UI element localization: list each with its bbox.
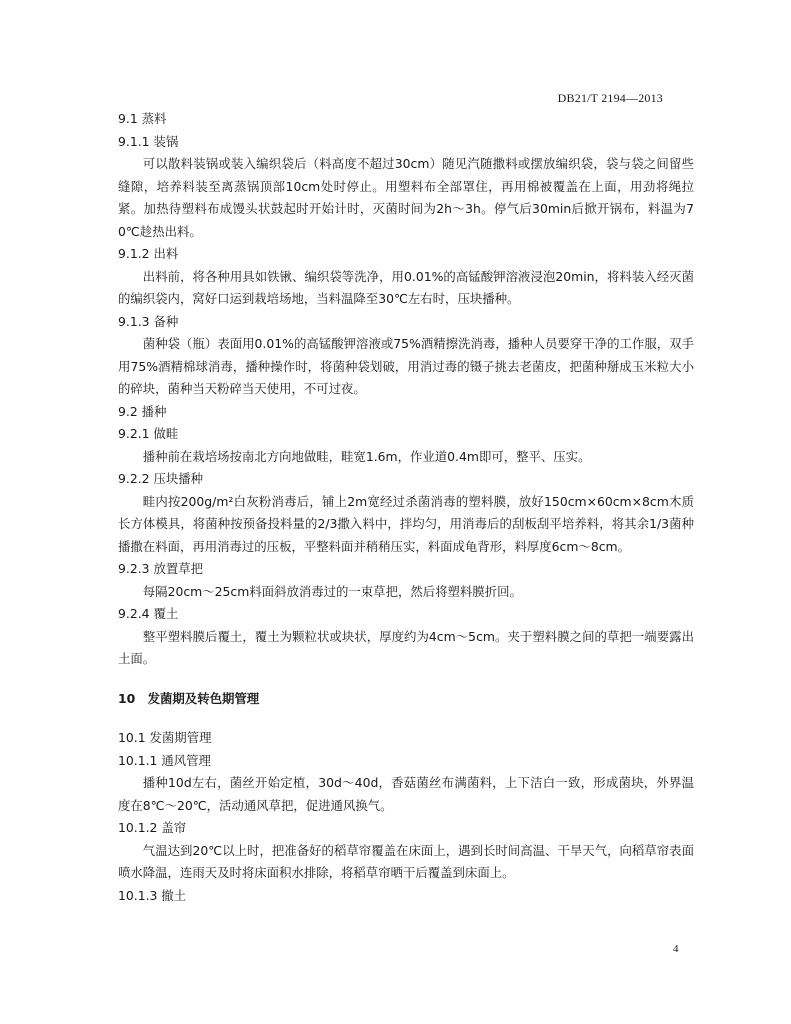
chapter-heading: 10 发菌期及转色期管理 [118,690,260,706]
subsection-heading: 9.1.2 出料 [118,246,179,261]
section-heading: 9.1 蒸料 [118,111,167,126]
paragraph: 播种前在栽培场按南北方向地做畦，畦宽1.6m，作业道0.4m即可，整平、压实。 [142,448,591,464]
subsection-heading: 10.1.1 通风管理 [118,752,211,768]
subsection-heading: 9.1.3 备种 [118,313,179,329]
paragraph: 出料前，将各种用具如铁锹、编织袋等洗净，用0.01%的高锰酸钾溶液浸泡20min，将料装入经灭菌的编织袋内，窝好口运到栽培场地，当料温降至30℃左右时，压块播种。 [118,268,694,306]
paragraph: 畦内按200g/m²白灰粉消毒后，铺上2m宽经过杀菌消毒的塑料膜，放好150cm×60cm×8cm木质长方体模具，将菌种按预备投料量的2/3撒入料中，拌均匀，用消毒后的刮板刮平培养料，将其余1/3菌种播撒在料面，再用消毒过的压板，平整料面并稍稍压实，料面成龟背形，料厚度6cm～8cm。 [118,493,694,554]
subsection-heading: 9.1.1 装锅 [118,133,179,149]
document-code: DB21/T 2194—2013 [557,91,663,105]
paragraph: 菌种袋（瓶）表面用0.01%的高锰酸钾溶液或75%酒精擦洗消毒，播种人员要穿干净的工作服，双手用75%酒精棉球消毒，播种操作时，将菌种袋划破，用消过毒的镊子挑去老菌皮，把菌种掰成玉米粒大小的碎块，菌种当天粉碎当天使用，不可过夜。 [118,336,694,396]
page-number: 4 [673,943,679,955]
paragraph: 可以散料装锅或装入编织袋后（料高度不超过30cm）随见汽随撒料或摆放编织袋，袋与袋之间留些缝隙，培养料装至离蒸锅顶部10cm处时停止。用塑料布全部罩住，再用棉被覆盖在上面，用劲将绳拉紧。加热待塑料布成馒头状鼓起时开始计时，灭菌时间为2h～3h。停气后30min后掀开锅布，料温为70℃趁热出料。 [118,156,694,239]
subsection-heading: 9.2.4 覆土 [118,606,179,621]
document-body [118,108,694,907]
section-heading: 10.1 发菌期管理 [118,730,212,745]
paragraph: 每隔20cm～25cm料面斜放消毒过的一束草把，然后将塑料膜折回。 [142,583,522,599]
paragraph: 气温达到20℃以上时，把准备好的稻草帘覆盖在床面上，遇到长时间高温、干旱天气，向稻草帘表面喷水降温，连雨天及时将床面积水排除，将稻草帘晒干后覆盖到床面上。 [118,842,694,880]
subsection-heading: 9.2.2 压块播种 [118,471,204,486]
section-heading: 9.2 播种 [118,403,167,419]
paragraph: 播种10d左右，菌丝开始定植，30d～40d，香菇菌丝布满菌料，上下洁白一致，形成菌块，外界温度在8℃～20℃，活动通风草把，促进通风换气。 [118,775,694,813]
subsection-heading: 9.2.1 做畦 [118,426,179,441]
paragraph: 整平塑料膜后覆土，覆土为颗粒状或块状，厚度约为4cm～5cm。夹于塑料膜之间的草把一端要露出土面。 [118,628,694,666]
subsection-heading: 10.1.3 撤土 [118,887,187,903]
subsection-heading: 10.1.2 盖帘 [118,820,187,835]
subsection-heading: 9.2.3 放置草把 [118,561,204,576]
